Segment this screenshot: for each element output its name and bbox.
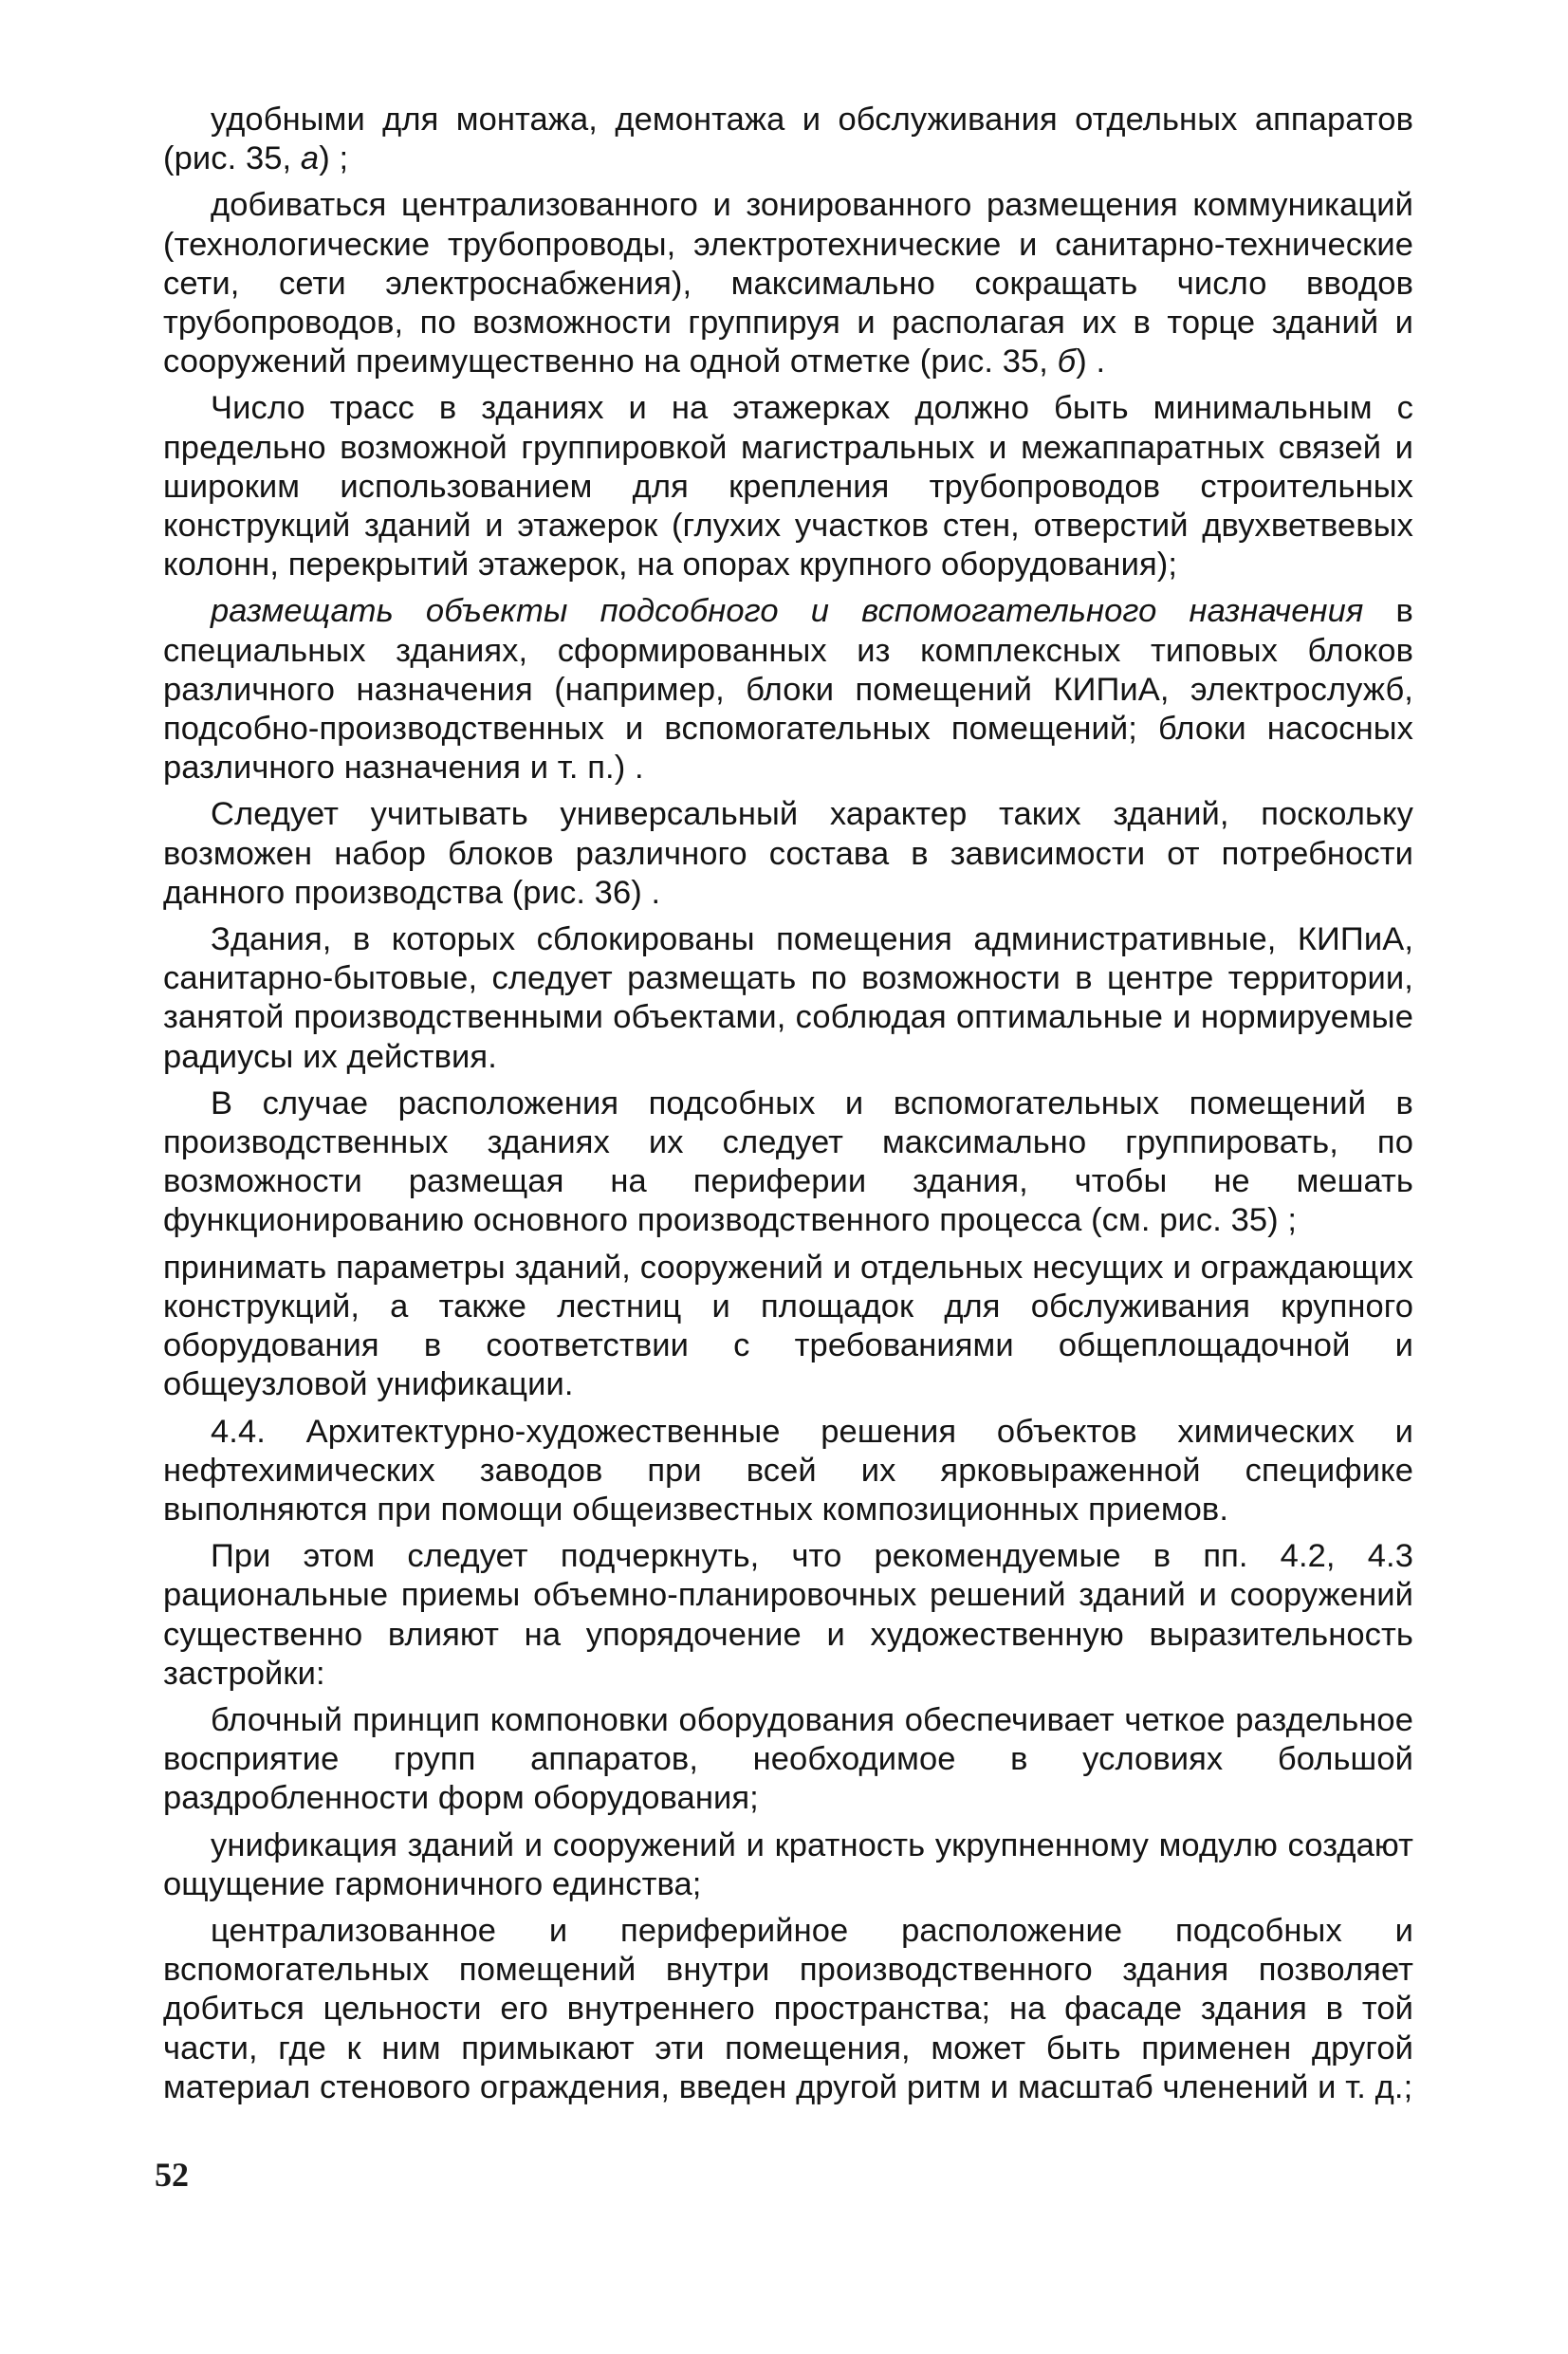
paragraph	[163, 1413, 1413, 1530]
text-run: блочный принцип компоновки оборудования обеспечивает четкое раздельное восприятие групп аппаратов, необходимое в условиях большой раздробленности форм оборудования;	[163, 1701, 1413, 1817]
text-run: централизованное и периферийное расположение подсобных и вспомогательных помещений внутри производственного здания позволяет добиться цельности его внутреннего пространства; на фасаде здания в той части, где к ним примыкают эти помещения, может быть применен другой материал стенового ограждения, введен другой ритм и масштаб членений и т. д.;	[163, 1912, 1413, 2105]
paragraph	[163, 1084, 1413, 1241]
text-run: В случае расположения подсобных и вспомогательных помещений в производственных зданиях их следует максимально группировать, по возможности размещая на периферии здания, чтобы не мешать функционированию основного производственного процесса (см. рис. 35) ;	[163, 1084, 1413, 1239]
paragraph	[163, 1826, 1413, 1904]
text-run: При этом следует подчеркнуть, что рекомендуемые в пп. 4.2, 4.3 рациональные приемы объемно-планировочных решений зданий и сооружений существенно влияют на упорядочение и художественную выразительность застройки:	[163, 1538, 1413, 1692]
paragraph	[163, 1912, 1413, 2107]
paragraph	[163, 101, 1413, 178]
text-run: ) ;	[319, 140, 349, 177]
body-text	[163, 101, 1413, 2115]
paragraph	[163, 1701, 1413, 1819]
text-run: Следует учитывать универсальный характер таких зданий, поскольку возможен набор блоков различного состава в зависимости от потребности данного производства (рис. 36) .	[163, 796, 1413, 911]
paragraph	[163, 920, 1413, 1077]
paragraph	[163, 795, 1413, 913]
italic-text: б	[1057, 343, 1077, 380]
text-run: унификация зданий и сооружений и кратность укрупненному модулю создают ощущение гармоничного единства;	[163, 1826, 1413, 1902]
text-run: Число трасс в зданиях и на этажерках должно быть минимальным с предельно возможной группировкой магистральных и межаппаратных связей и широким использованием для крепления трубопроводов строительных конструкций зданий и этажерок (глухих участков стен, отверстий двухветвевых колонн, перекрытий этажерок, на опорах крупного оборудования);	[163, 390, 1413, 584]
page-number: 52	[155, 2156, 189, 2194]
paragraph	[163, 186, 1413, 381]
paragraph	[163, 389, 1413, 584]
text-run: добиваться централизованного и зонированного размещения коммуникаций (технологические трубопроводы, электротехнические и санитарно-технические сети, сети электроснабжения), максимально сокращать число вводов трубопроводов, по возможности группируя и располагая их в торце зданий и сооружений преимущественно на одной отметке (рис. 35,	[163, 187, 1413, 380]
text-run: 4.4. Архитектурно-художественные решения объектов химических и нефтехимических заводов при всей их ярковыраженной специфике выполняются при помощи общеизвестных композиционных приемов.	[163, 1413, 1413, 1528]
paragraph	[163, 1249, 1413, 1405]
text-run: Здания, в которых сблокированы помещения административные, КИПиА, санитарно-бытовые, следует размещать по возможности в центре территории, занятой производственными объектами, соблюдая оптимальные и нормируемые радиусы их действия.	[163, 921, 1413, 1075]
italic-text: размещать объекты подсобного и вспомогательного назначения	[211, 593, 1364, 630]
text-run: в специальных зданиях, сформированных из комплексных типовых блоков различного назначения (например, блоки помещений КИПиА, электрослужб, подсобно-производственных и вспомогательных помещений; блоки насосных различного назначения и т. п.) .	[163, 593, 1413, 787]
paragraph	[163, 1537, 1413, 1694]
text-run: удобными для монтажа, демонтажа и обслуживания отдельных аппаратов (рис. 35,	[163, 102, 1413, 177]
text-run: принимать параметры зданий, сооружений и отдельных несущих и ограждающих конструкций, а также лестниц и площадок для обслуживания крупного оборудования в соответствии с требованиями общеплощадочной и общеузловой унификации.	[163, 1249, 1413, 1403]
text-run: ) .	[1076, 343, 1106, 380]
italic-text: а	[300, 140, 320, 177]
paragraph	[163, 592, 1413, 788]
